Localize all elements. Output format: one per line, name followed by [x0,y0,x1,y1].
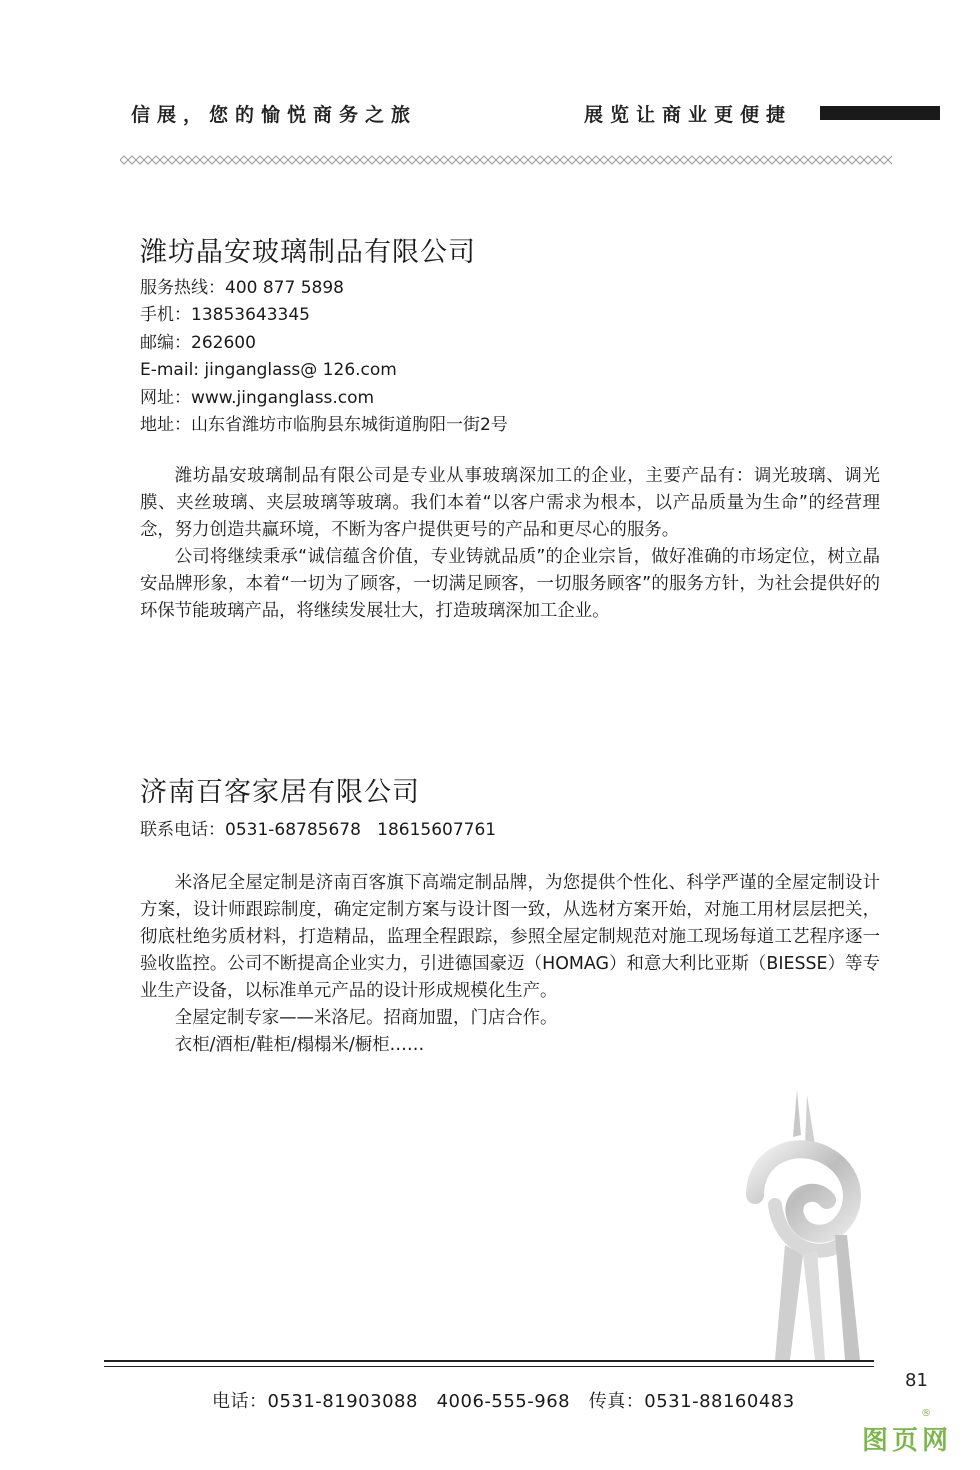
company-1-paragraph: 公司将继续秉承“诚信蕴含价值，专业铸就品质”的企业宗旨，做好准确的市场定位，树立晶安品牌形象，本着“一切为了顾客，一切满足顾客，一切服务顾客”的服务方针，为社会提供好的环保节能玻璃产品，将继续发展壮大，打造玻璃深加工企业。 [140,547,880,621]
watermark-registered-mark: ® [921,1408,931,1419]
company-1-mobile: 手机：13853643345 [140,305,310,326]
company-1-address: 地址：山东省潍坊市临朐县东城街道朐阳一街2号 [140,415,508,436]
company-2-paragraph: 米洛尼全屋定制是济南百客旗下高端定制品牌，为您提供个性化、科学严谨的全屋定制设计方案，设计师跟踪制度，确定定制方案与设计图一致，从选材方案开始，对施工用材层层把关，彻底杜绝劣质材料，打造精品，监理全程跟踪，参照全屋定制规范对施工现场每道工艺程序逐一验收监控。公司不断提高企业实力，引进德国豪迈（HOMAG）和意大利比亚斯（BIESSE）等专业生产设备，以标准单元产品的设计形成规模化生产。 [140,873,880,1001]
company-1-email: E-mail: jinganglass@ 126.com [140,360,397,381]
header-slogan-right: 展览让商业更便捷 [584,104,793,126]
page-number: 81 [905,1370,928,1391]
footer-contact: 电话：0531-81903088 4006-555-968 传真：0531-88160483 [212,1391,795,1412]
company-1-postcode: 邮编：262600 [140,332,256,353]
company-2-description [140,870,880,1059]
company-1-contact-info [140,275,508,439]
footer-rule [104,1360,874,1367]
company-2-paragraph: 衣柜/酒柜/鞋柜/榻榻米/橱柜…… [174,1035,425,1055]
company-1-title: 潍坊晶安玻璃制品有限公司 [140,237,476,268]
sculpture-illustration [745,1085,885,1360]
header-slogan-left: 信展，您的愉悦商务之旅 [131,104,418,126]
header-bar [820,106,940,120]
company-1-hotline: 服务热线：400 877 5898 [140,278,344,298]
company-2-paragraph: 全屋定制专家——米洛尼。招商加盟，门店合作。 [174,1008,558,1028]
company-2-contact-info [140,817,496,844]
company-1-website: 网址：www.jinganglass.com [140,387,375,408]
company-2-phone: 联系电话：0531-68785678 18615607761 [140,820,497,840]
company-1-paragraph: 潍坊晶安玻璃制品有限公司是专业从事玻璃深加工的企业，主要产品有：调光玻璃、调光膜、夹丝玻璃、夹层玻璃等玻璃。我们本着“以客户需求为根本，以产品质量为生命”的经营理念，努力创造共赢环境，不断为客户提供更号的产品和更尽心的服务。 [140,466,880,540]
company-2-title: 济南百客家居有限公司 [140,777,420,808]
company-1-description [140,463,880,625]
watermark-logo: 图页网 [862,1426,953,1456]
dotted-divider [120,155,892,165]
